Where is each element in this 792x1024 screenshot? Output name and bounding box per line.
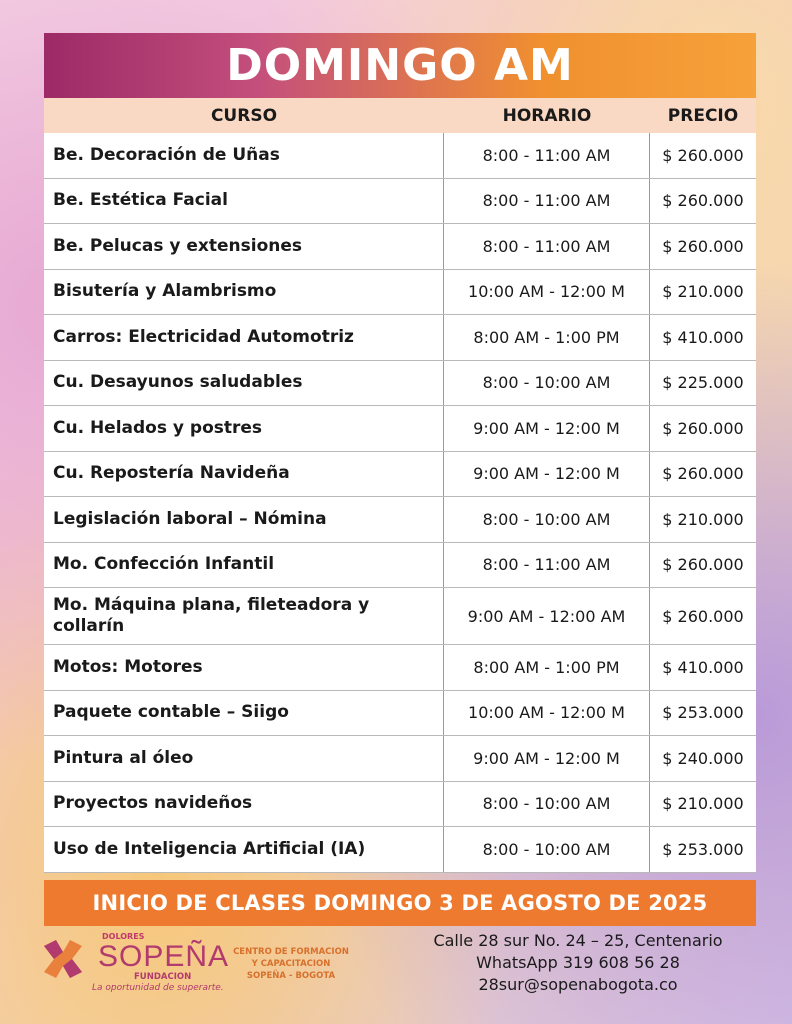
course-schedule: 8:00 - 11:00 AM xyxy=(444,224,650,269)
course-price: $ 260.000 xyxy=(662,555,744,575)
course-schedule: 10:00 AM - 12:00 M xyxy=(444,270,650,315)
course-schedule: 9:00 AM - 12:00 AM xyxy=(444,588,650,644)
centro-line: SOPEÑA - BOGOTA xyxy=(246,971,336,981)
course-name: Mo. Confección Infantil xyxy=(44,543,444,588)
header-precio: PRECIO xyxy=(667,105,739,126)
course-name: Motos: Motores xyxy=(44,645,444,690)
course-schedule: 8:00 - 10:00 AM xyxy=(444,827,650,872)
centro-line: Y CAPACITACION xyxy=(251,959,331,969)
course-schedule: 10:00 AM - 12:00 M xyxy=(444,691,650,736)
course-price: $ 210.000 xyxy=(662,282,744,302)
logo-mark-icon xyxy=(38,934,88,984)
table-row xyxy=(44,827,756,873)
table-body xyxy=(44,133,756,873)
table-row xyxy=(44,645,756,691)
schedule-sheet xyxy=(44,33,756,926)
table-row xyxy=(44,497,756,543)
table-row xyxy=(44,361,756,407)
table-row xyxy=(44,782,756,828)
course-schedule: 8:00 - 10:00 AM xyxy=(444,497,650,542)
course-schedule: 8:00 AM - 1:00 PM xyxy=(444,315,650,360)
course-name: Legislación laboral – Nómina xyxy=(44,497,444,542)
course-schedule: 8:00 - 11:00 AM xyxy=(444,179,650,224)
course-price: $ 410.000 xyxy=(662,327,744,347)
course-name: Proyectos navideños xyxy=(44,782,444,827)
course-price: $ 260.000 xyxy=(662,191,744,211)
course-name: Mo. Máquina plana, fileteadora y collarín xyxy=(44,588,444,644)
course-schedule: 8:00 - 10:00 AM xyxy=(444,782,650,827)
title-banner xyxy=(44,33,756,98)
start-date-banner xyxy=(44,880,756,926)
course-price: $ 260.000 xyxy=(662,236,744,256)
start-date-text: INICIO DE CLASES DOMINGO 3 DE AGOSTO DE 2025 xyxy=(92,891,708,915)
course-name: Paquete contable – Siigo xyxy=(44,691,444,736)
course-price: $ 210.000 xyxy=(662,794,744,814)
course-schedule: 9:00 AM - 12:00 M xyxy=(444,406,650,451)
course-schedule: 9:00 AM - 12:00 M xyxy=(444,736,650,781)
course-schedule: 8:00 AM - 1:00 PM xyxy=(444,645,650,690)
logo-foundation: FUNDACION xyxy=(134,972,192,982)
whatsapp: WhatsApp 319 608 56 28 xyxy=(476,953,680,972)
address: Calle 28 sur No. 24 – 25, Centenario xyxy=(433,931,723,950)
table-row xyxy=(44,543,756,589)
table-header xyxy=(44,98,756,133)
course-price: $ 225.000 xyxy=(662,373,744,393)
course-name: Cu. Desayunos saludables xyxy=(44,361,444,406)
header-horario: HORARIO xyxy=(502,105,592,126)
page-title: DOMINGO AM xyxy=(226,40,574,91)
course-schedule: 8:00 - 10:00 AM xyxy=(444,361,650,406)
course-name: Be. Estética Facial xyxy=(44,179,444,224)
table-row xyxy=(44,406,756,452)
course-name: Carros: Electricidad Automotriz xyxy=(44,315,444,360)
course-schedule: 8:00 - 11:00 AM xyxy=(444,543,650,588)
logo-tagline: La oportunidad de superarte. xyxy=(92,983,224,993)
table-row xyxy=(44,224,756,270)
header-curso: CURSO xyxy=(210,105,278,126)
course-price: $ 410.000 xyxy=(662,657,744,677)
table-row xyxy=(44,270,756,316)
table-row xyxy=(44,736,756,782)
course-price: $ 253.000 xyxy=(662,839,744,859)
course-schedule: 9:00 AM - 12:00 M xyxy=(444,452,650,497)
course-price: $ 260.000 xyxy=(662,464,744,484)
table-row xyxy=(44,179,756,225)
logo-name: SOPEÑA xyxy=(98,940,230,973)
centro-line: CENTRO DE FORMACION xyxy=(233,947,349,957)
logo-small-text: DOLORES xyxy=(102,932,145,941)
sopena-logo xyxy=(36,930,236,1000)
course-price: $ 253.000 xyxy=(662,703,744,723)
course-price: $ 240.000 xyxy=(662,748,744,768)
course-schedule: 8:00 - 11:00 AM xyxy=(444,133,650,178)
table-row xyxy=(44,691,756,737)
contact-info xyxy=(420,930,736,996)
table-row xyxy=(44,588,756,645)
course-name: Cu. Helados y postres xyxy=(44,406,444,451)
table-row xyxy=(44,452,756,498)
course-price: $ 260.000 xyxy=(662,418,744,438)
course-name: Be. Pelucas y extensiones xyxy=(44,224,444,269)
course-name: Uso de Inteligencia Artificial (IA) xyxy=(44,827,444,872)
table-row xyxy=(44,133,756,179)
email: 28sur@sopenabogota.co xyxy=(478,975,678,994)
course-name: Pintura al óleo xyxy=(44,736,444,781)
course-price: $ 260.000 xyxy=(662,606,744,626)
course-price: $ 210.000 xyxy=(662,509,744,529)
course-name: Bisutería y Alambrismo xyxy=(44,270,444,315)
table-row xyxy=(44,315,756,361)
course-name: Be. Decoración de Uñas xyxy=(44,133,444,178)
course-name: Cu. Repostería Navideña xyxy=(44,452,444,497)
course-price: $ 260.000 xyxy=(662,145,744,165)
centro-label xyxy=(232,946,350,982)
